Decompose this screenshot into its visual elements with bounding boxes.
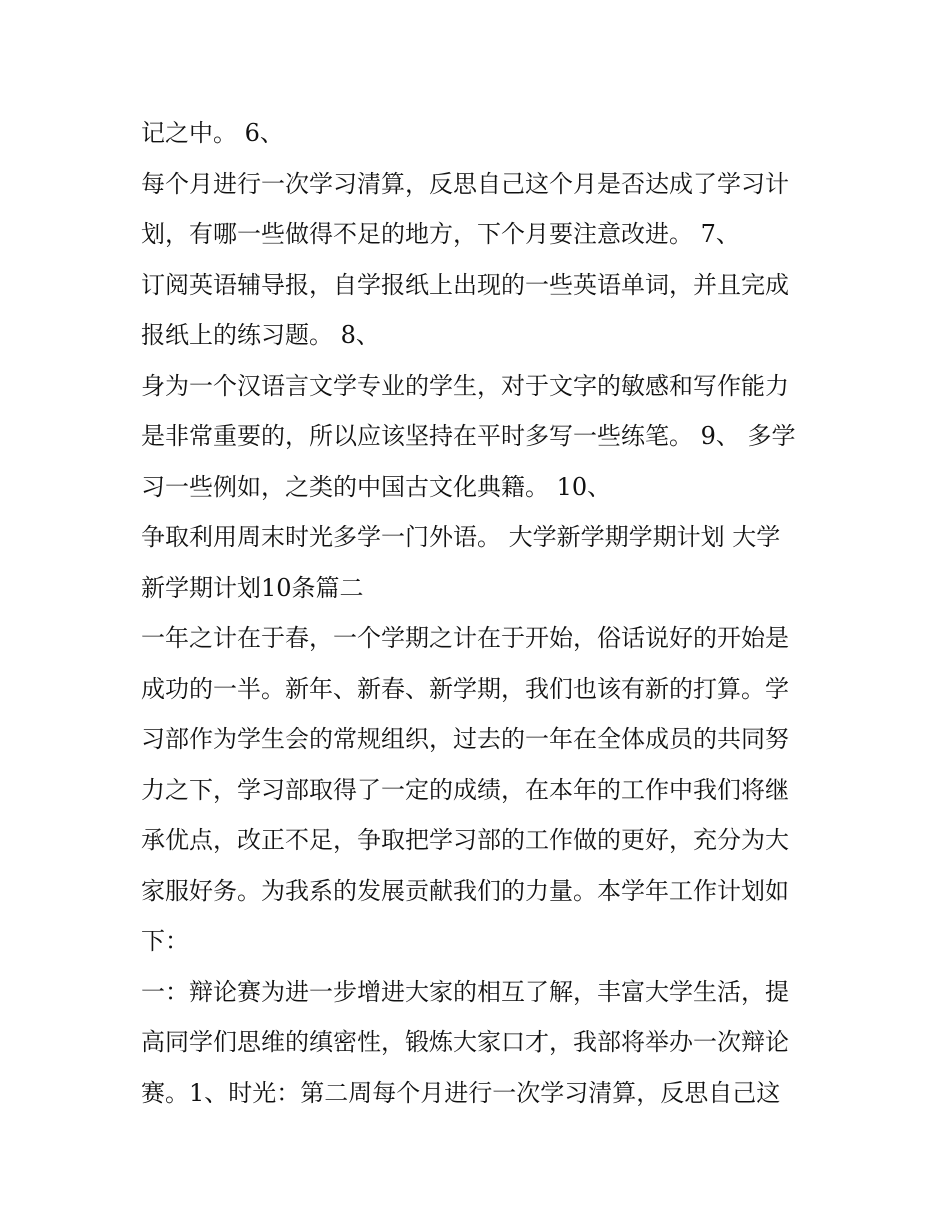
- text-line: 习一些例如，之类的中国古文化典籍。 10、: [141, 472, 612, 501]
- text-line: 争取利用周末时光多学一门外语。 大学新学期学期计划 大学: [141, 523, 781, 551]
- text-line: 新学期计划10条篇二: [141, 573, 364, 602]
- text-line: 身为一个汉语言文学专业的学生，对于文字的敏感和写作能力: [141, 371, 789, 400]
- text-line: 下：: [141, 927, 189, 955]
- text-line: 力之下，学习部取得了一定的成绩，在本年的工作中我们将继: [141, 775, 789, 804]
- text-line: 成功的一半。新年、新春、新学期，我们也该有新的打算。学: [141, 674, 789, 703]
- text-line: 一年之计在于春，一个学期之计在于开始，俗话说好的开始是: [141, 624, 789, 652]
- text-line: 习部作为学生会的常规组织，过去的一年在全体成员的共同努: [141, 725, 789, 753]
- text-line: 是非常重要的，所以应该坚持在平时多写一些练笔。 9、 多学: [141, 422, 796, 450]
- text-line: 承优点，改正不足，争取把学习部的工作做的更好，充分为大: [141, 826, 789, 854]
- text-line: 记之中。 6、: [141, 119, 284, 147]
- text-line: 划，有哪一些做得不足的地方，下个月要注意改进。 7、: [141, 220, 740, 248]
- text-line: 订阅英语辅导报，自学报纸上出现的一些英语单词，并且完成: [141, 270, 789, 299]
- text-line: 赛。1、时光：第二周每个月进行一次学习清算，反思自己这: [141, 1078, 781, 1107]
- text-line: 每个月进行一次学习清算，反思自己这个月是否达成了学习计: [141, 169, 789, 198]
- document-body: [141, 108, 831, 1118]
- text-line: 家服好务。为我系的发展贡献我们的力量。本学年工作计划如: [141, 876, 789, 905]
- text-line: 一：辩论赛为进一步增进大家的相互了解，丰富大学生活，提: [141, 977, 789, 1006]
- text-line: 高同学们思维的缜密性，锻炼大家口才，我部将举办一次辩论: [141, 1028, 789, 1056]
- text-line: 报纸上的练习题。 8、: [141, 321, 380, 349]
